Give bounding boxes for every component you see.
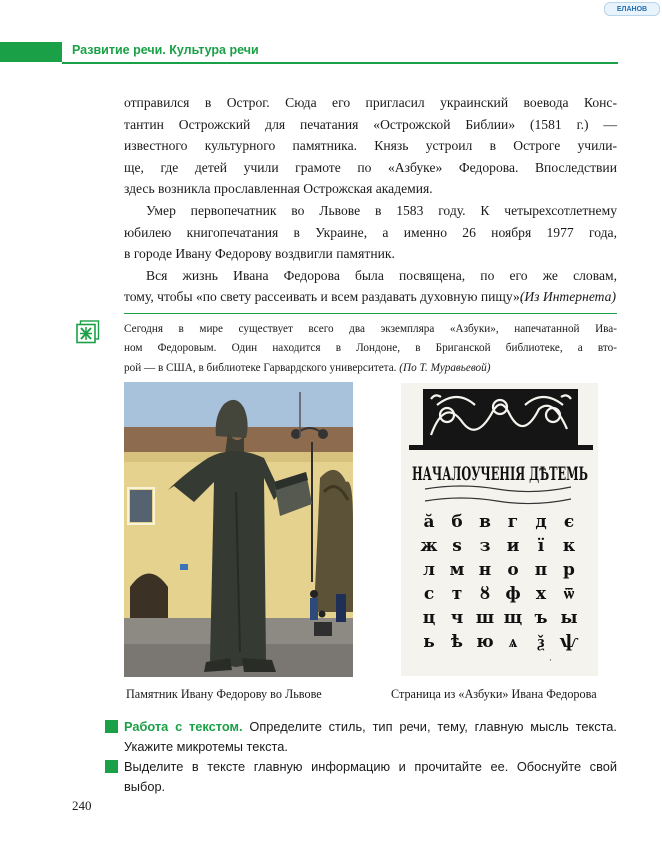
scan-letter: ѧ bbox=[508, 632, 518, 652]
note-attribution: (По Т. Муравьевой) bbox=[399, 361, 491, 374]
text-line: юбилею книгопечатания в Украине, а именно 26 ноября 1977 года, bbox=[124, 224, 617, 240]
scan-letter: х bbox=[535, 584, 547, 604]
scan-letter: ь bbox=[423, 632, 435, 652]
scan-letter: ч bbox=[450, 608, 464, 628]
figure-caption-right: Страница из «Азбуки» Ивана Федорова bbox=[391, 687, 597, 701]
section-title: Развитие речи. Культура речи bbox=[72, 43, 259, 57]
text-line: Вся жизнь Ивана Федорова была посвящена, по его же словам, bbox=[146, 267, 617, 283]
scan-letter: м bbox=[449, 560, 465, 580]
text-line: известного культурного памятника. Князь устроил в Остроге учили- bbox=[124, 138, 617, 154]
header-rule bbox=[62, 62, 618, 64]
scan-letter: ш bbox=[475, 608, 495, 628]
note-icon bbox=[76, 320, 100, 344]
text-source: (Из Интернета) bbox=[519, 289, 616, 304]
scan-letter: р bbox=[563, 560, 575, 580]
note-text bbox=[124, 320, 617, 378]
scan-letter: ӑ bbox=[423, 512, 435, 532]
scan-letter: ї bbox=[537, 536, 545, 556]
scan-letter: ѯ bbox=[537, 632, 545, 652]
scan-letter: ѣ bbox=[451, 632, 463, 652]
header-accent-bar bbox=[0, 42, 62, 62]
page-number: 240 bbox=[72, 798, 92, 813]
figure-caption-left: Памятник Ивану Федорову во Львове bbox=[126, 687, 322, 701]
scan-letter: ы bbox=[560, 608, 578, 628]
scan-letter: о bbox=[507, 560, 519, 580]
scan-letter: щ bbox=[503, 608, 523, 628]
scan-letter: л bbox=[423, 560, 435, 580]
note-rule bbox=[124, 313, 617, 314]
task-1-text-line-2: Укажите микротемы текста. bbox=[124, 739, 288, 754]
scan-letter: б bbox=[451, 512, 463, 532]
task-2-text-line-2: выбор. bbox=[124, 779, 166, 794]
task-2 bbox=[124, 757, 617, 797]
scan-title: НАЧАЛОУЧЕНІЯ ДѢТЕМЬ bbox=[412, 463, 588, 485]
scan-letter: к bbox=[562, 536, 576, 556]
scan-letter: п bbox=[534, 560, 548, 580]
scan-letter: и bbox=[506, 536, 520, 556]
scan-letter: ѿ bbox=[563, 584, 575, 604]
scan-letter: ȣ bbox=[479, 584, 491, 604]
text-line: здесь возникла прославленная Острожская академия. bbox=[124, 181, 433, 197]
task-1-label: Работа с текстом. bbox=[124, 719, 243, 734]
scan-letter: є bbox=[563, 512, 575, 532]
text-line: Умер первопечатник во Львове в 1583 году. К четырехсотлетнему bbox=[146, 202, 617, 218]
task-2-text: Выделите в тексте главную информацию и прочитайте ее. Обоснуйте свой bbox=[124, 759, 617, 774]
scan-letter: с bbox=[423, 584, 435, 604]
text-line: тантин Острожский для печатания «Острожской Библии» (1581 г.) — bbox=[124, 116, 617, 132]
scan-letter: т bbox=[451, 584, 463, 604]
scan-letter: ю bbox=[476, 632, 494, 652]
text-line: ще, где детей учили грамоте по «Азбуке» Федорова. Впоследствии bbox=[124, 159, 617, 175]
task-1-text: Определите стиль, тип речи, тему, главную мысль текста. bbox=[249, 719, 617, 734]
scan-letter: д bbox=[535, 512, 547, 532]
scan-letter: ф bbox=[505, 584, 521, 604]
scan-letter: ѱ bbox=[559, 632, 579, 652]
scan-letter: ъ bbox=[534, 608, 548, 628]
svg-text:·: · bbox=[549, 656, 552, 666]
task-marker-2 bbox=[105, 760, 118, 773]
text-line: отправился в Острог. Сюда его пригласил украинский воевода Конс- bbox=[124, 95, 617, 110]
scan-letter: г bbox=[507, 512, 519, 532]
scan-letter: з bbox=[479, 536, 491, 556]
text-line: в городе Ивану Федорову воздвигли памятник. bbox=[124, 246, 395, 262]
azbuka-page-scan bbox=[401, 383, 598, 676]
text-line: тому, чтобы «по свету рассеивать и всем раздавать духовную пищу». bbox=[124, 289, 524, 305]
monument-photo bbox=[124, 382, 353, 677]
scan-letter: ц bbox=[422, 608, 436, 628]
note-line: Сегодня в мире существует всего два экземпляра «Азбуки», напечатанной Ива- bbox=[124, 323, 617, 335]
publisher-logo: ЕЛАНОВ bbox=[604, 2, 660, 16]
note-line: ном Федоровым. Один находится в Лондоне, в Бриганской библиотеке, а вто- bbox=[124, 342, 617, 355]
scan-letter: в bbox=[479, 512, 491, 532]
note-line: рой — в США, в библиотеке Гарвардского университета. (По Т. Муравьевой) bbox=[124, 361, 491, 374]
scan-letter: н bbox=[478, 560, 492, 580]
main-text bbox=[124, 92, 617, 308]
task-marker-1 bbox=[105, 720, 118, 733]
task-1 bbox=[124, 717, 617, 757]
scan-letter: ѕ bbox=[452, 536, 462, 556]
scan-letter: ж bbox=[420, 536, 438, 556]
